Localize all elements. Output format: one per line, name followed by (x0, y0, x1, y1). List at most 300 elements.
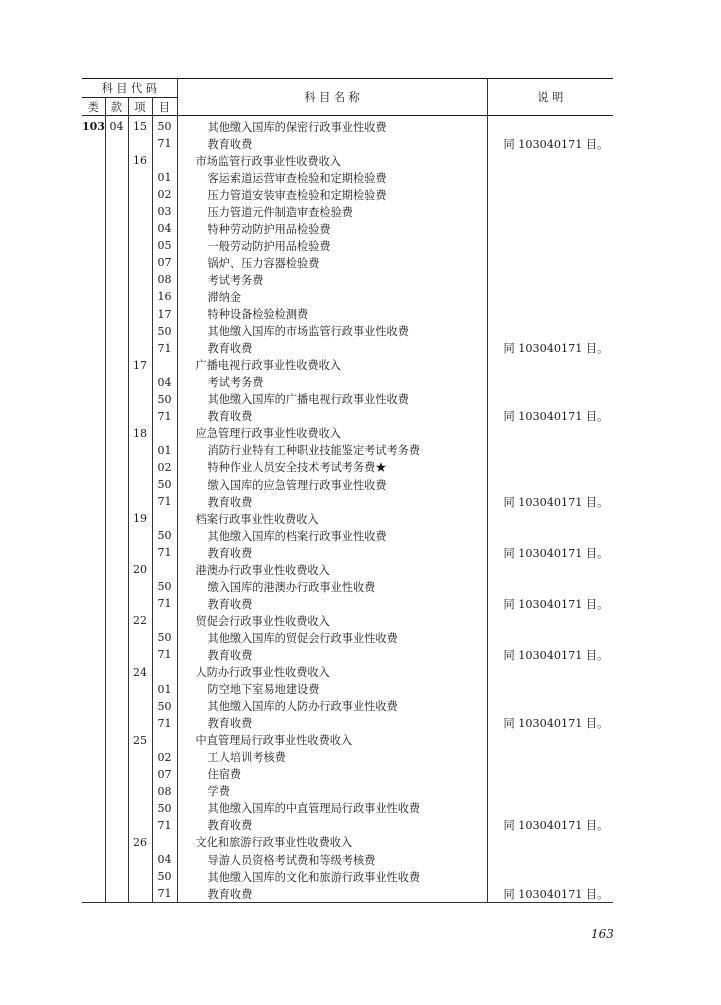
table-row (82, 306, 613, 323)
cell-note (487, 288, 613, 305)
table-row (82, 868, 613, 885)
cell-note (487, 459, 613, 476)
cell-kuan (105, 357, 128, 374)
cell-lei (82, 715, 105, 732)
cell-name: 压力管道元件制造审查检验费 (177, 203, 487, 220)
cell-xiang (128, 237, 152, 254)
cell-lei (82, 749, 105, 766)
cell-xiang (128, 715, 152, 732)
cell-mu: 50 (152, 323, 177, 340)
cell-xiang (128, 271, 152, 288)
cell-lei (82, 408, 105, 425)
cell-xiang: 17 (128, 357, 152, 374)
cell-xiang (128, 169, 152, 186)
cell-mu: 01 (152, 681, 177, 698)
cell-note (487, 442, 613, 459)
cell-name: 教育收费 (177, 595, 487, 612)
header-code-group: 科 目 代 码 (82, 79, 177, 98)
cell-mu: 03 (152, 203, 177, 220)
cell-lei (82, 288, 105, 305)
cell-kuan (105, 783, 128, 800)
cell-xiang (128, 817, 152, 834)
cell-name: 其他缴入国库的档案行政事业性收费 (177, 527, 487, 544)
cell-xiang (128, 681, 152, 698)
cell-mu: 50 (152, 800, 177, 817)
cell-kuan (105, 306, 128, 323)
table-row (82, 220, 613, 237)
cell-kuan (105, 425, 128, 442)
cell-name: 广播电视行政事业性收费收入 (177, 357, 487, 374)
cell-kuan (105, 732, 128, 749)
cell-note (487, 612, 613, 629)
table-row (82, 681, 613, 698)
cell-name: 其他缴入国库的贸促会行政事业性收费 (177, 629, 487, 646)
cell-name: 导游人员资格考试费和等级考核费 (177, 851, 487, 868)
table-row (82, 442, 613, 459)
cell-note (487, 203, 613, 220)
cell-xiang (128, 698, 152, 715)
cell-note (487, 732, 613, 749)
cell-kuan (105, 715, 128, 732)
cell-note: 同 103040171 目。 (503, 410, 609, 424)
cell-name: 贸促会行政事业性收费收入 (177, 612, 487, 629)
cell-lei (82, 254, 105, 271)
cell-kuan (105, 749, 128, 766)
cell-kuan (105, 186, 128, 203)
table-row (82, 135, 613, 152)
cell-lei (82, 578, 105, 595)
cell-note (487, 186, 613, 203)
table-row (82, 116, 613, 136)
cell-mu: 50 (152, 868, 177, 885)
cell-mu: 50 (152, 476, 177, 493)
table-row (82, 749, 613, 766)
cell-name: 档案行政事业性收费收入 (177, 510, 487, 527)
cell-note (487, 357, 613, 374)
cell-note: 同 103040171 目。 (503, 546, 609, 560)
cell-note (487, 681, 613, 698)
cell-mu: 17 (152, 306, 177, 323)
cell-kuan (105, 766, 128, 783)
cell-name: 消防行业特有工种职业技能鉴定考试考务费 (177, 442, 487, 459)
cell-note (487, 578, 613, 595)
cell-mu: 71 (152, 544, 177, 561)
cell-note (487, 783, 613, 800)
cell-mu: 07 (152, 254, 177, 271)
cell-xiang: 15 (128, 116, 152, 136)
table-row (82, 459, 613, 476)
cell-name: 考试考务费 (177, 271, 487, 288)
cell-lei (82, 237, 105, 254)
cell-xiang (128, 800, 152, 817)
cell-xiang: 24 (128, 664, 152, 681)
cell-note (487, 664, 613, 681)
cell-xiang (128, 476, 152, 493)
cell-kuan (105, 220, 128, 237)
cell-name: 特种作业人员安全技术考试考务费★ (177, 459, 487, 476)
cell-xiang (128, 442, 152, 459)
cell-lei (82, 271, 105, 288)
cell-xiang (128, 323, 152, 340)
table-row (82, 561, 613, 578)
cell-mu (152, 664, 177, 681)
table-row (82, 271, 613, 288)
cell-xiang (128, 527, 152, 544)
cell-xiang: 19 (128, 510, 152, 527)
page-number: 163 (591, 927, 614, 941)
budget-code-table (82, 78, 613, 903)
cell-name: 一般劳动防护用品检验费 (177, 237, 487, 254)
cell-xiang (128, 306, 152, 323)
cell-xiang (128, 868, 152, 885)
cell-note: 同 103040171 目。 (503, 495, 609, 509)
cell-lei (82, 306, 105, 323)
cell-mu: 01 (152, 169, 177, 186)
cell-xiang: 26 (128, 834, 152, 851)
cell-name: 市场监管行政事业性收费收入 (177, 152, 487, 169)
header-mu: 目 (152, 98, 177, 116)
cell-lei (82, 681, 105, 698)
cell-lei (82, 664, 105, 681)
cell-mu: 50 (152, 116, 177, 136)
cell-lei (82, 527, 105, 544)
cell-xiang: 25 (128, 732, 152, 749)
cell-lei (82, 612, 105, 629)
cell-kuan (105, 834, 128, 851)
cell-name: 其他缴入国库的中直管理局行政事业性收费 (177, 800, 487, 817)
header-xiang: 项 (128, 98, 152, 116)
cell-xiang (128, 544, 152, 561)
table-row (82, 629, 613, 646)
cell-name: 考试考务费 (177, 374, 487, 391)
cell-xiang (128, 493, 152, 510)
cell-note (487, 374, 613, 391)
cell-mu: 71 (152, 340, 177, 357)
cell-xiang (128, 459, 152, 476)
cell-note (487, 476, 613, 493)
table-row (82, 203, 613, 220)
cell-name: 特种设备检验检测费 (177, 306, 487, 323)
cell-kuan (105, 868, 128, 885)
table-row (82, 544, 613, 561)
table-row (82, 664, 613, 681)
cell-note (487, 116, 613, 136)
cell-kuan (105, 340, 128, 357)
cell-note (487, 698, 613, 715)
table-row (82, 391, 613, 408)
cell-mu: 02 (152, 749, 177, 766)
table-row (82, 237, 613, 254)
cell-mu: 50 (152, 578, 177, 595)
cell-xiang (128, 578, 152, 595)
cell-xiang: 20 (128, 561, 152, 578)
cell-name: 人防办行政事业性收费收入 (177, 664, 487, 681)
cell-lei (82, 646, 105, 663)
table-row (82, 323, 613, 340)
table-body (82, 116, 613, 903)
header-lei: 类 (82, 98, 105, 116)
cell-kuan: 04 (105, 116, 128, 136)
cell-name: 教育收费 (177, 817, 487, 834)
cell-note: 同 103040171 目。 (503, 648, 609, 662)
cell-mu: 50 (152, 698, 177, 715)
cell-kuan (105, 612, 128, 629)
cell-note: 同 103040171 目。 (503, 597, 609, 611)
cell-kuan (105, 237, 128, 254)
cell-note (487, 851, 613, 868)
table-row (82, 254, 613, 271)
table-row (82, 408, 613, 425)
cell-kuan (105, 646, 128, 663)
cell-kuan (105, 135, 128, 152)
cell-lei (82, 135, 105, 152)
cell-kuan (105, 271, 128, 288)
cell-mu (152, 834, 177, 851)
cell-note (487, 425, 613, 442)
cell-mu (152, 612, 177, 629)
cell-note: 同 103040171 目。 (503, 717, 609, 731)
cell-xiang (128, 203, 152, 220)
cell-name: 学费 (177, 783, 487, 800)
cell-xiang (128, 186, 152, 203)
cell-name: 滞纳金 (177, 288, 487, 305)
cell-lei (82, 476, 105, 493)
table-row (82, 340, 613, 357)
table-row (82, 493, 613, 510)
cell-lei (82, 595, 105, 612)
cell-mu: 50 (152, 391, 177, 408)
cell-mu (152, 732, 177, 749)
cell-mu (152, 561, 177, 578)
cell-name: 教育收费 (177, 885, 487, 903)
cell-name: 锅炉、压力容器检验费 (177, 254, 487, 271)
table-row (82, 510, 613, 527)
cell-mu: 07 (152, 766, 177, 783)
cell-note (487, 152, 613, 169)
cell-xiang: 22 (128, 612, 152, 629)
cell-xiang (128, 885, 152, 903)
cell-kuan (105, 323, 128, 340)
cell-mu: 04 (152, 374, 177, 391)
cell-name: 应急管理行政事业性收费收入 (177, 425, 487, 442)
cell-kuan (105, 851, 128, 868)
cell-xiang (128, 135, 152, 152)
cell-mu: 50 (152, 527, 177, 544)
cell-xiang (128, 783, 152, 800)
cell-mu: 71 (152, 817, 177, 834)
cell-xiang (128, 646, 152, 663)
cell-mu: 08 (152, 783, 177, 800)
cell-xiang (128, 391, 152, 408)
cell-mu: 71 (152, 408, 177, 425)
table-row (82, 288, 613, 305)
cell-lei (82, 169, 105, 186)
cell-kuan (105, 698, 128, 715)
cell-kuan (105, 595, 128, 612)
table-row (82, 578, 613, 595)
table-row (82, 698, 613, 715)
cell-name: 工人培训考核费 (177, 749, 487, 766)
cell-lei (82, 783, 105, 800)
cell-xiang (128, 749, 152, 766)
cell-note (487, 391, 613, 408)
table-row (82, 732, 613, 749)
cell-kuan (105, 152, 128, 169)
cell-lei (82, 851, 105, 868)
cell-note: 同 103040171 目。 (487, 885, 613, 903)
cell-mu: 71 (152, 493, 177, 510)
cell-xiang (128, 851, 152, 868)
cell-kuan (105, 681, 128, 698)
cell-lei (82, 698, 105, 715)
cell-kuan (105, 493, 128, 510)
cell-lei (82, 459, 105, 476)
cell-name: 教育收费 (177, 544, 487, 561)
table-row (82, 374, 613, 391)
cell-kuan (105, 885, 128, 903)
table-row (82, 169, 613, 186)
table-row (82, 152, 613, 169)
cell-xiang (128, 408, 152, 425)
table-row (82, 766, 613, 783)
cell-lei: 103 (82, 116, 105, 136)
cell-mu: 02 (152, 459, 177, 476)
cell-lei (82, 493, 105, 510)
cell-mu: 04 (152, 220, 177, 237)
table-row (82, 357, 613, 374)
cell-lei (82, 152, 105, 169)
cell-mu: 50 (152, 629, 177, 646)
cell-xiang (128, 374, 152, 391)
header-note: 说 明 (487, 79, 613, 116)
cell-note (487, 527, 613, 544)
cell-note (487, 629, 613, 646)
cell-lei (82, 766, 105, 783)
table-row (82, 834, 613, 851)
cell-note (487, 220, 613, 237)
cell-kuan (105, 391, 128, 408)
table-row (82, 527, 613, 544)
cell-mu: 71 (152, 135, 177, 152)
cell-lei (82, 868, 105, 885)
table-row (82, 817, 613, 834)
cell-kuan (105, 288, 128, 305)
cell-mu: 71 (152, 885, 177, 903)
cell-kuan (105, 408, 128, 425)
table-row (82, 800, 613, 817)
cell-kuan (105, 374, 128, 391)
cell-name: 缴入国库的应急管理行政事业性收费 (177, 476, 487, 493)
cell-note: 同 103040171 目。 (503, 342, 609, 356)
cell-name: 缴入国库的港澳办行政事业性收费 (177, 578, 487, 595)
table-row (82, 425, 613, 442)
cell-kuan (105, 544, 128, 561)
cell-name: 教育收费 (177, 715, 487, 732)
cell-xiang (128, 254, 152, 271)
cell-name: 中直管理局行政事业性收费收入 (177, 732, 487, 749)
cell-mu (152, 510, 177, 527)
cell-name: 特种劳动防护用品检验费 (177, 220, 487, 237)
cell-name: 教育收费 (177, 340, 487, 357)
cell-xiang (128, 288, 152, 305)
cell-mu: 08 (152, 271, 177, 288)
cell-note (487, 800, 613, 817)
cell-mu: 04 (152, 851, 177, 868)
cell-mu: 71 (152, 715, 177, 732)
cell-lei (82, 357, 105, 374)
cell-name: 压力管道安装审查检验和定期检验费 (177, 186, 487, 203)
cell-kuan (105, 629, 128, 646)
cell-name: 教育收费 (177, 408, 487, 425)
header-kuan: 款 (105, 98, 128, 116)
cell-lei (82, 391, 105, 408)
cell-lei (82, 203, 105, 220)
cell-xiang: 18 (128, 425, 152, 442)
cell-lei (82, 220, 105, 237)
cell-kuan (105, 169, 128, 186)
cell-kuan (105, 800, 128, 817)
cell-name: 防空地下室易地建设费 (177, 681, 487, 698)
table-row (82, 715, 613, 732)
cell-mu (152, 425, 177, 442)
cell-note (487, 834, 613, 851)
cell-lei (82, 323, 105, 340)
cell-xiang (128, 766, 152, 783)
cell-kuan (105, 527, 128, 544)
header-name: 科 目 名 称 (177, 79, 487, 116)
cell-kuan (105, 510, 128, 527)
cell-mu (152, 152, 177, 169)
cell-note (487, 323, 613, 340)
cell-name: 其他缴入国库的人防办行政事业性收费 (177, 698, 487, 715)
table-row (82, 612, 613, 629)
cell-name: 其他缴入国库的广播电视行政事业性收费 (177, 391, 487, 408)
cell-note (487, 766, 613, 783)
cell-kuan (105, 817, 128, 834)
cell-kuan (105, 254, 128, 271)
cell-lei (82, 340, 105, 357)
cell-lei (82, 544, 105, 561)
cell-lei (82, 732, 105, 749)
cell-note (487, 237, 613, 254)
cell-note (487, 271, 613, 288)
cell-kuan (105, 459, 128, 476)
cell-xiang (128, 340, 152, 357)
cell-xiang (128, 220, 152, 237)
table-row (82, 595, 613, 612)
cell-kuan (105, 203, 128, 220)
cell-name: 客运索道运营审查检验和定期检验费 (177, 169, 487, 186)
cell-kuan (105, 442, 128, 459)
cell-lei (82, 817, 105, 834)
cell-xiang (128, 629, 152, 646)
cell-name: 教育收费 (177, 493, 487, 510)
cell-xiang: 16 (128, 152, 152, 169)
cell-note: 同 103040171 目。 (503, 819, 609, 833)
cell-name: 其他缴入国库的市场监管行政事业性收费 (177, 323, 487, 340)
cell-note: 同 103040171 目。 (503, 137, 609, 151)
cell-lei (82, 510, 105, 527)
cell-mu (152, 357, 177, 374)
cell-name: 文化和旅游行政事业性收费收入 (177, 834, 487, 851)
table-row (82, 851, 613, 868)
cell-kuan (105, 578, 128, 595)
cell-lei (82, 834, 105, 851)
table-header (82, 79, 613, 116)
table-row (82, 476, 613, 493)
cell-mu: 71 (152, 646, 177, 663)
table-row (82, 186, 613, 203)
